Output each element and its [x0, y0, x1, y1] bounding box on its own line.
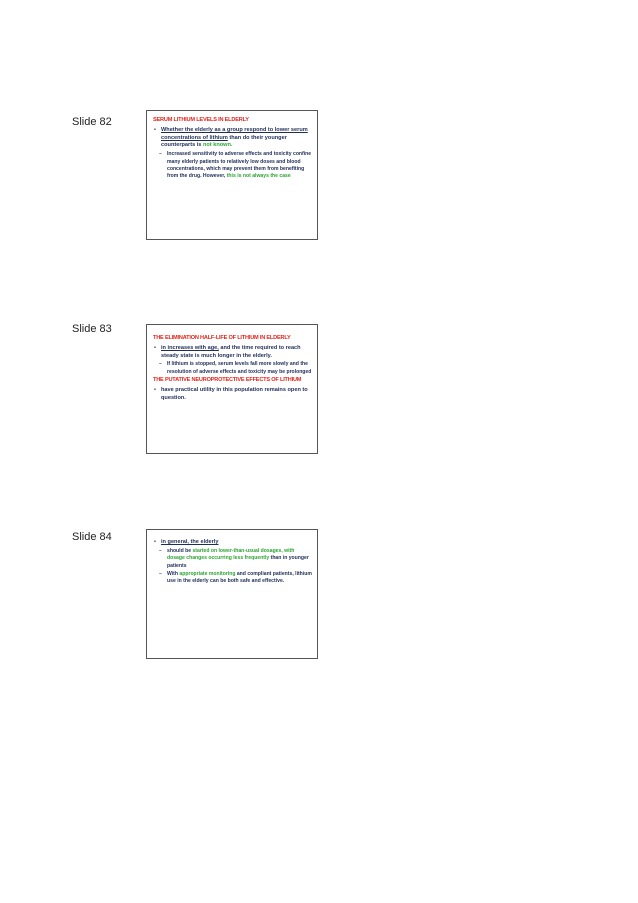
slide-label: Slide 84 — [72, 531, 112, 543]
sub-bullet-text: Increased sensitivity to adverse effects and toxicity confine many elderly patients to relatively low doses and blood concentrations, which may prevent them from benefiting from the drug. However, — [167, 151, 312, 180]
slide-label: Slide 83 — [72, 323, 112, 335]
sub-bullet-highlight: this is not always the case — [226, 173, 291, 180]
bullet-text-underlined: in increases with age, — [161, 344, 219, 351]
sub-bullet — [153, 548, 313, 570]
sub-bullet: – If lithium is stopped, serum levels fall more slowly and the resolution of adverse effects and toxicity may be prolonged — [153, 361, 313, 376]
sub-bullet — [153, 571, 313, 586]
bullet-text: and the time required to reach steady state is much longer in the elderly. — [161, 344, 301, 359]
sub-bullet-text: than in younger patients — [167, 555, 309, 569]
slide-thumbnail — [146, 110, 318, 240]
sub-bullet-text: With — [167, 570, 180, 577]
slide-label: Slide 82 — [72, 116, 112, 128]
sub-bullet-text: and compliant patients, lithium use in the elderly can be both safe and effective. — [167, 570, 312, 585]
bullet-text-underlined: Whether the elderly as a group respond to lower serum concentrations of lithium — [161, 126, 308, 141]
slide-title: SERUM LITHIUM LEVELS IN ELDERLY — [153, 117, 249, 123]
bullet-text-highlight: not known. — [202, 142, 233, 149]
slide-content — [153, 335, 313, 403]
sub-bullet-text: should be — [167, 547, 193, 554]
sub-bullet — [153, 151, 313, 181]
bullet-text-underlined: in general, the elderly — [161, 539, 219, 545]
slide-title: THE ELIMINATION HALF-LIFE OF LITHIUM IN ELDERLY — [153, 335, 291, 341]
bullet: • have practical utility in this population remains open to question. — [153, 387, 313, 403]
bullet — [153, 127, 313, 150]
slide-thumbnail — [146, 324, 318, 454]
slide-content — [153, 537, 313, 586]
sub-bullet-highlight: started on lower-than-usual dosages, with dosage changes occurring less frequently — [167, 547, 295, 562]
slide-content — [153, 117, 313, 181]
slide-subtitle: THE PUTATIVE NEUROPROTECTIVE EFFECTS OF LITHIUM — [153, 377, 302, 384]
sub-bullet-highlight: appropriate monitoring — [179, 570, 236, 577]
bullet — [153, 539, 313, 547]
bullet — [153, 345, 313, 361]
slide-thumbnail — [146, 529, 318, 659]
bullet-text: than do their younger counterparts is — [161, 134, 287, 149]
